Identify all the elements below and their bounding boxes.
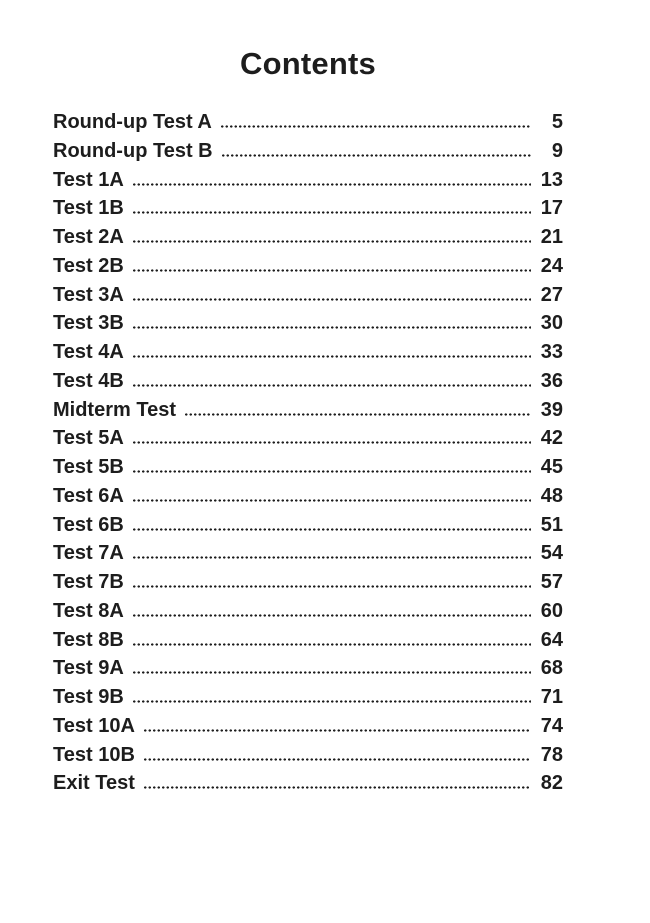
toc-entry-page-number: 13 [540,168,563,191]
dotted-leader [132,499,531,502]
toc-entry [53,683,563,712]
toc-entry-label: Exit Test [53,772,135,795]
toc-entry-label: Round-up Test A [53,111,212,133]
toc-entry-page-number: 24 [540,254,563,277]
toc-entry [53,568,563,597]
toc-entry [53,223,563,252]
dotted-leader [143,758,531,761]
dotted-leader [132,643,531,646]
toc-entry-label: Test 1B [53,197,124,220]
dotted-leader [132,326,531,329]
dotted-leader [132,671,531,674]
toc-entry-label: Test 5B [53,456,124,478]
toc-entry-label: Test 9A [53,657,124,680]
toc-entry-page-number: 71 [540,686,563,708]
toc-entry-label: Test 6A [53,484,124,507]
toc-entry-page-number: 48 [540,484,563,507]
dotted-leader [132,528,531,531]
dotted-leader [132,298,531,301]
toc-entry-page-number: 36 [540,369,563,392]
toc-entry-page-number: 17 [540,197,563,220]
toc-entry-page-number: 21 [540,226,563,248]
toc-entry [53,252,563,281]
toc-entry-label: Test 6B [53,513,124,536]
toc-entry-page-number: 33 [540,341,563,363]
table-of-contents [53,108,563,798]
toc-entry [53,338,563,367]
toc-entry [53,108,563,137]
toc-entry-label: Round-up Test B [53,139,213,162]
dotted-leader [132,441,531,444]
toc-entry [53,654,563,683]
toc-entry-page-number: 5 [551,111,563,133]
toc-entry [53,597,563,626]
toc-entry-page-number: 45 [540,456,563,478]
toc-entry [53,712,563,741]
dotted-leader [184,413,531,416]
dotted-leader [132,585,531,588]
toc-entry-page-number: 74 [540,714,563,737]
dotted-leader [132,556,531,559]
toc-entry-label: Test 1A [53,168,124,191]
toc-entry [53,281,563,310]
toc-entry-page-number: 60 [540,599,563,622]
toc-entry-page-number: 51 [540,513,563,536]
toc-entry [53,194,563,223]
dotted-leader [132,470,531,473]
toc-entry-label: Test 3B [53,312,124,335]
toc-entry-label: Test 2B [53,254,124,277]
toc-entry-page-number: 64 [540,628,563,651]
toc-entry-page-number: 9 [551,139,563,162]
toc-entry [53,166,563,195]
toc-entry-page-number: 39 [540,398,563,421]
toc-entry-label: Test 8B [53,628,124,651]
toc-entry [53,424,563,453]
toc-entry [53,769,563,798]
toc-entry-label: Test 4A [53,341,124,363]
toc-entry [53,453,563,482]
toc-entry-label: Test 7A [53,542,124,565]
dotted-leader [132,384,531,387]
toc-entry-label: Midterm Test [53,398,176,421]
toc-entry-page-number: 82 [540,772,563,795]
toc-entry [53,626,563,655]
toc-entry-label: Test 8A [53,599,124,622]
dotted-leader [132,269,531,272]
toc-entry-label: Test 4B [53,369,124,392]
toc-entry-label: Test 2A [53,226,124,248]
toc-entry [53,539,563,568]
toc-entry-label: Test 7B [53,571,124,593]
toc-entry-label: Test 10B [53,743,135,766]
toc-entry-label: Test 9B [53,686,124,708]
toc-entry [53,309,563,338]
dotted-leader [132,700,531,703]
toc-entry-page-number: 68 [540,657,563,680]
toc-entry-page-number: 27 [540,283,563,306]
dotted-leader [143,729,531,732]
dotted-leader [143,786,531,789]
toc-entry-page-number: 54 [540,542,563,565]
toc-entry-page-number: 57 [540,571,563,593]
dotted-leader [220,125,531,128]
toc-entry-page-number: 30 [540,312,563,335]
dotted-leader [132,355,531,358]
toc-entry [53,511,563,540]
toc-entry-label: Test 10A [53,714,135,737]
toc-entry-label: Test 5A [53,427,124,450]
toc-entry [53,367,563,396]
toc-entry-page-number: 42 [540,427,563,450]
toc-entry [53,396,563,425]
toc-entry [53,741,563,770]
dotted-leader [132,183,531,186]
dotted-leader [132,240,531,243]
contents-page [0,46,650,923]
dotted-leader [132,614,531,617]
dotted-leader [221,154,531,157]
toc-entry [53,137,563,166]
toc-entry-label: Test 3A [53,283,124,306]
toc-entry-page-number: 78 [540,743,563,766]
dotted-leader [132,211,531,214]
toc-entry [53,482,563,511]
page-title: Contents [240,46,376,81]
